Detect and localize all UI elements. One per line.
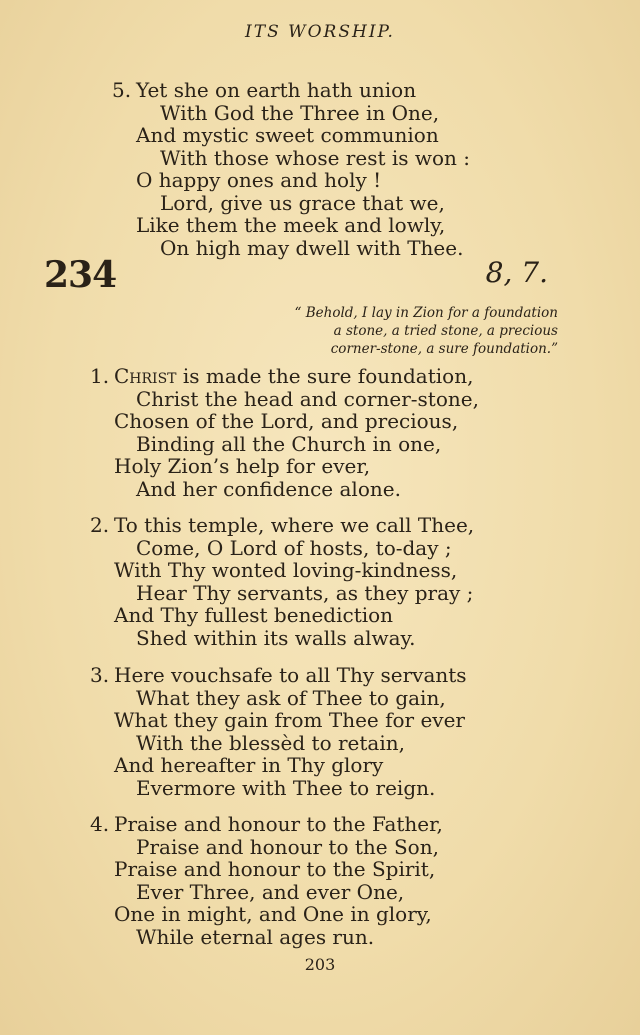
verse-line: is made the sure foundation, [176, 364, 474, 388]
verse-line: Like them the meek and lowly, [136, 213, 446, 237]
verse-line: Hear Thy servants, as they pray ; [136, 580, 474, 605]
verse-line: And mystic sweet communion [136, 123, 439, 147]
verse-line: Binding all the Church in one, [136, 431, 442, 456]
verse-number: 2. [90, 513, 110, 537]
verse-line: With God the Three in One, [160, 100, 440, 125]
verse-line: Christ the head and corner-stone, [136, 386, 479, 411]
verse-line: One in might, and One in glory, [114, 902, 432, 926]
verse-line: Evermore with Thee to reign. [136, 775, 436, 800]
scripture-epigraph [295, 304, 558, 358]
verse-line: And Thy fullest benediction [114, 603, 394, 627]
verse-line: With Thy wonted loving-kindness, [114, 558, 458, 582]
hymn-verse-2 [90, 514, 474, 649]
verse-line: While eternal ages run. [136, 924, 375, 949]
verse-line: And her confidence alone. [136, 476, 401, 501]
running-head: ITS WORSHIP. [245, 22, 395, 42]
verse-line: And hereafter in Thy glory [114, 753, 384, 777]
first-word: Christ [114, 364, 177, 388]
verse-line: Lord, give us grace that we, [160, 190, 445, 215]
hymn-meter: 8, 7. [485, 256, 548, 289]
epigraph-line: a stone, a tried stone, a precious [333, 323, 558, 339]
verse-number: 1. [90, 364, 110, 388]
epigraph-line: corner-stone, a sure foundation.” [330, 341, 558, 357]
verse-line: What they ask of Thee to gain, [136, 685, 446, 710]
verse-line: What they gain from Thee for ever [114, 708, 465, 732]
page-number: 203 [304, 955, 336, 974]
verse-line: Come, O Lord of hosts, to-day ; [136, 535, 452, 560]
verse-number: 5. [112, 78, 132, 102]
verse-number: 3. [90, 663, 110, 687]
prev-hymn-verse-5 [112, 79, 470, 259]
verse-line: Here vouchsafe to all Thy servants [114, 663, 467, 687]
verse-line: Chosen of the Lord, and precious, [114, 409, 459, 433]
verse-line: Ever Three, and ever One, [136, 879, 405, 904]
hymn-verse-4 [90, 813, 443, 948]
verse-number: 4. [90, 812, 110, 836]
verse-line: Yet she on earth hath union [136, 78, 417, 102]
hymn-verse-1 [90, 365, 479, 500]
hymn-number: 234 [44, 254, 117, 296]
verse-line: To this temple, where we call Thee, [114, 513, 475, 537]
verse-line: Holy Zion’s help for ever, [114, 454, 371, 478]
verse-line: Praise and honour to the Spirit, [114, 857, 436, 881]
epigraph-line: “ Behold, I lay in Zion for a foundation [294, 305, 558, 321]
hymn-verse-3 [90, 664, 467, 799]
verse-line: Praise and honour to the Son, [136, 834, 439, 859]
verse-line: Praise and honour to the Father, [114, 812, 443, 836]
verse-line: With the blessèd to retain, [136, 730, 405, 755]
verse-line: With those whose rest is won : [160, 145, 470, 170]
verse-line: On high may dwell with Thee. [160, 235, 464, 260]
verse-line: O happy ones and holy ! [136, 168, 382, 192]
verse-line: Shed within its walls alway. [136, 625, 416, 650]
